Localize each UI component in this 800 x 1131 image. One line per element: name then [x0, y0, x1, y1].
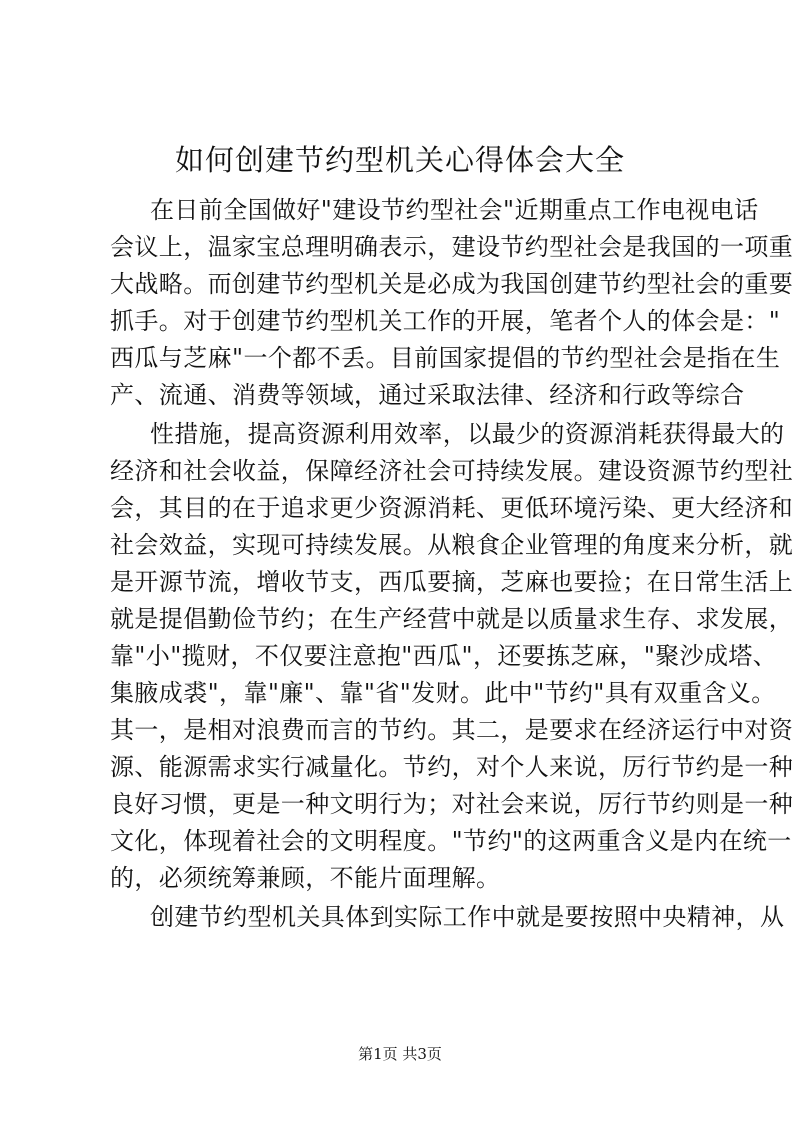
text-line: 西瓜与芝麻"一个都不丢。目前国家提倡的节约型社会是指在生: [110, 344, 781, 372]
document-title: 如何创建节约型机关心得体会大全: [174, 143, 625, 177]
text-line: 是开源节流，增收节支，西瓜要摘，芝麻也要捡；在日常生活上: [110, 568, 794, 596]
text-line: 会，其目的在于追求更少资源消耗、更低环境污染、更大经济和: [110, 494, 794, 522]
text-line: 文化，体现着社会的文明程度。"节约"的这两重含义是内在统一: [110, 827, 792, 855]
text-line: 靠"小"揽财，不仅要注意抱"西瓜"，还要拣芝麻，"聚沙成塔、: [110, 642, 778, 670]
text-line: 大战略。而创建节约型机关是必成为我国创建节约型社会的重要: [110, 270, 794, 298]
text-line: 的，必须统筹兼顾，不能片面理解。: [110, 864, 501, 892]
text-line: 社会效益，实现可持续发展。从粮食企业管理的角度来分析，就: [110, 531, 794, 559]
text-line: 良好习惯，更是一种文明行为；对社会来说，厉行节约则是一种: [110, 790, 794, 818]
text-line: 经济和社会收益，保障经济社会可持续发展。建设资源节约型社: [110, 457, 794, 485]
text-line: 集腋成裘"，靠"廉"、靠"省"发财。此中"节约"具有双重含义。: [110, 679, 776, 707]
text-line: 源、能源需求实行减量化。节约，对个人来说，厉行节约是一种: [110, 753, 794, 781]
text-line: 创建节约型机关具体到实际工作中就是要按照中央精神，从: [150, 903, 785, 931]
text-line: 产、流通、消费等领域，通过采取法律、经济和行政等综合: [110, 381, 745, 409]
text-line: 其一，是相对浪费而言的节约。其二，是要求在经济运行中对资: [110, 716, 794, 744]
text-line: 在日前全国做好"建设节约型社会"近期重点工作电视电话: [150, 196, 759, 224]
page-footer: 第1页 共3页: [358, 1045, 442, 1063]
text-line: 抓手。对于创建节约型机关工作的开展，笔者个人的体会是：": [110, 307, 781, 335]
text-line: 性措施，提高资源利用效率，以最少的资源消耗获得最大的: [150, 420, 785, 448]
text-line: 就是提倡勤俭节约；在生产经营中就是以质量求生存、求发展，: [110, 605, 794, 633]
text-line: 会议上，温家宝总理明确表示，建设节约型社会是我国的一项重: [110, 233, 794, 261]
